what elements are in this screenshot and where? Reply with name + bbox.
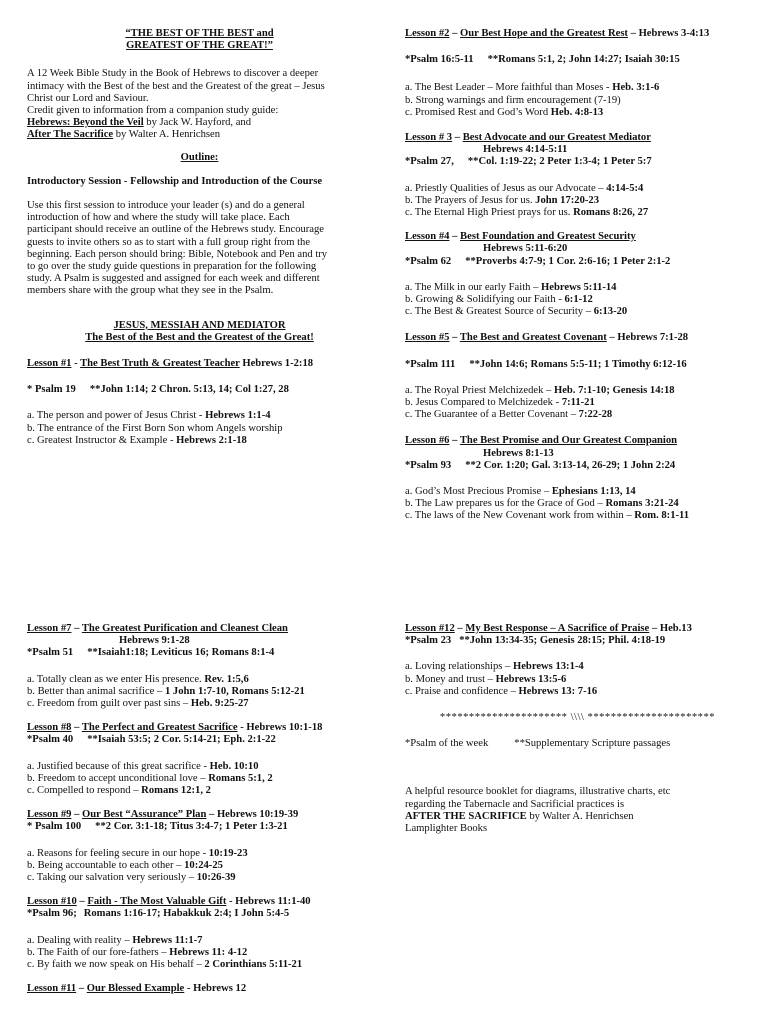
lesson-point (405, 207, 750, 219)
psalm-ref: *Psalm 96; (27, 908, 77, 920)
lesson-3 (405, 132, 750, 219)
lesson-point (405, 107, 750, 119)
point-ref: 2 Corinthians 5:11-21 (204, 959, 303, 971)
point-ref: Hebrews 2:1-18 (176, 434, 247, 446)
psalm-ref: *Psalm 62 (405, 255, 452, 267)
point-ref: 10:24-25 (184, 859, 223, 871)
lesson-title: My Best Response – A Sacrifice of Praise (465, 623, 650, 634)
lesson-label: Lesson #4 (405, 231, 450, 243)
point-ref: Romans 3:21-24 (605, 498, 679, 510)
point-ref: Romans 8:26, 27 (573, 207, 649, 219)
point-text: b. Freedom to accept unconditional love – (27, 772, 209, 784)
lesson-point (405, 385, 750, 397)
supplementary-ref: Romans 1:16-17; Habakkuk 2:4; I John 5:4-5 (83, 908, 290, 920)
lesson-12 (405, 623, 750, 698)
outline-heading: Outline: (180, 151, 219, 163)
lesson-point (405, 183, 750, 195)
lesson-ref: - Hebrews 11:1-40 (226, 896, 311, 908)
outline-line: beginning. Each person should bring: Bible, Notebook and Pen and try (27, 248, 328, 260)
point-text: a. Totally clean as we enter His presence. (27, 673, 205, 685)
lesson-point (27, 423, 372, 435)
lesson-point (27, 872, 372, 884)
lesson-dash: – (449, 28, 461, 39)
point-text: a. The Royal Priest Melchizedek – (405, 384, 554, 396)
outline-line: participant should receive an outline of the Hebrews study. Encourage (27, 224, 325, 236)
point-text: b. The Law prepares us for the Grace of God – (405, 498, 606, 510)
lesson-title: The Best Promise and Our Greatest Companion (459, 435, 678, 447)
lesson-point (27, 435, 372, 447)
lesson-point (405, 486, 750, 498)
supplementary-ref: **Isaiah1:18; Leviticus 16; Romans 8:1-4 (87, 647, 275, 659)
lesson-label: Lesson #11 (27, 983, 77, 995)
psalm-ref: *Psalm 111 (405, 358, 456, 370)
book-title-1: Hebrews: Beyond the Veil (27, 117, 144, 129)
lesson-label: Lesson #7 (27, 623, 72, 634)
lesson-heading (405, 28, 750, 40)
point-text: c. Compelled to respond – (27, 785, 142, 797)
title-line-2: GREATEST OF THE GREAT!” (126, 40, 273, 52)
divider-stars: ********************** \\\\ ********************** (439, 712, 716, 724)
psalm-ref: *Psalm 40 (27, 734, 74, 746)
lesson-point (405, 409, 750, 421)
lesson-point (27, 860, 372, 872)
supplementary-ref: **2 Cor. 1:20; Gal. 3:13-14, 26-29; 1 John 2:24 (465, 459, 676, 471)
lesson-title: Faith - The Most Valuable Gift (87, 896, 227, 908)
supplementary-ref: **John 14:6; Romans 5:5-11; 1 Timothy 6:12-16 (469, 358, 687, 370)
lesson-title: The Best and Greatest Covenant (459, 332, 607, 344)
point-ref: Hebrews 13: 7-16 (518, 685, 598, 697)
lesson-label: Lesson #8 (27, 722, 72, 734)
point-ref: Heb. 7:1-10; Genesis 14:18 (553, 384, 675, 396)
point-text: c. By faith we now speak on His behalf – (27, 959, 205, 971)
lesson-point (27, 410, 372, 422)
lesson-ref: – Heb.13 (649, 623, 692, 634)
section-heading: JESUS, MESSIAH AND MEDIATOR (113, 319, 286, 331)
scripture-line (405, 359, 750, 371)
point-ref: Hebrews 13:5-6 (495, 673, 567, 685)
psalm-ref: * Psalm 100 (27, 821, 82, 833)
lesson-dash: – (71, 722, 82, 734)
title-line-1: “THE BEST OF THE BEST and (125, 28, 274, 39)
lessons-7-11-column (27, 623, 372, 995)
lesson-label: Lesson #2 (405, 28, 450, 39)
point-text: c. Praise and confidence – (405, 685, 519, 697)
lesson-point (27, 785, 372, 797)
lesson-point (27, 848, 372, 860)
lesson-title: The Perfect and Greatest Sacrifice (81, 722, 238, 734)
psalm-ref: *Psalm 16:5-11 (405, 54, 474, 66)
point-text: a. The Best Leader – More faithful than Moses - (405, 82, 613, 94)
point-ref: Hebrews 1:1-4 (205, 410, 271, 422)
intro-desc-3: Christ our Lord and Saviour. (27, 92, 149, 104)
point-ref: Rev. 1:5,6 (204, 673, 249, 685)
resource-author: by Walter A. Henrichsen (526, 810, 634, 822)
point-text: a. Justified because of this great sacrifice - (27, 760, 210, 772)
scripture-line (27, 384, 372, 396)
point-ref: 7:11-21 (561, 397, 595, 409)
section-subheading: The Best of the Best and the Greatest of the Great! (85, 331, 314, 343)
scripture-line (27, 821, 372, 833)
point-ref: John 17:20-23 (535, 194, 600, 206)
psalm-ref: * Psalm 19 (27, 384, 76, 396)
point-text: b. Strong warnings and firm encouragement (7-19) (405, 94, 621, 106)
lesson-ref: – Hebrews 7:1-28 (606, 332, 689, 344)
lesson-10 (27, 896, 372, 971)
scripture-line (27, 908, 372, 920)
supplementary-ref: **2 Cor. 3:1-18; Titus 3:4-7; 1 Peter 1:3-21 (95, 821, 288, 833)
point-text: c. The laws of the New Covenant work from within – (405, 510, 635, 522)
lesson-point (405, 282, 750, 294)
lesson-ref: – Hebrews 10:19-39 (206, 809, 299, 821)
lesson-point (405, 661, 750, 673)
point-ref: Rom. 8:1-11 (634, 510, 690, 522)
intro-desc-2: intimacy with the Best of the best and the Greatest of the great – Jesus (27, 80, 325, 92)
lesson-subref: Hebrews 5:11-6:20 (483, 243, 568, 255)
lesson-heading (405, 623, 750, 635)
lesson-12-column (405, 623, 750, 835)
lessons-2-6-column (405, 28, 750, 523)
psalm-ref: *Psalm 51 (27, 647, 74, 659)
resource-title: AFTER THE SACRIFICE (405, 810, 527, 822)
lesson-dash: - (71, 358, 81, 370)
point-ref: 7:22-28 (578, 409, 613, 421)
lesson-point (27, 947, 372, 959)
lesson-title: Best Foundation and Greatest Security (460, 231, 636, 243)
lesson-4 (405, 231, 750, 318)
lesson-2 (405, 28, 750, 119)
point-text: b. Being accountable to each other – (27, 859, 185, 871)
lesson-point (405, 294, 750, 306)
lesson-title: Our Blessed Example (86, 983, 185, 995)
lesson-dash: – (449, 332, 460, 344)
point-text: a. God’s Most Precious Promise – (405, 486, 552, 498)
point-text: c. The Guarantee of a Better Covenant – (405, 409, 579, 421)
point-ref: Hebrews 13:1-4 (512, 661, 584, 673)
lesson-6 (405, 435, 750, 522)
point-ref: Hebrews 11:1-7 (132, 934, 203, 946)
scripture-line (405, 156, 750, 168)
outline-line: to go over the study guide questions in preparation for the following (27, 261, 317, 273)
supplementary-ref: **John 13:34-35; Genesis 28:15; Phil. 4:18-19 (459, 635, 666, 647)
point-text: a. Loving relationships – (405, 661, 513, 673)
lesson-title: Best Advocate and our Greatest Mediator (462, 132, 651, 144)
point-ref: Heb. 10:10 (209, 760, 259, 772)
lesson-dash: – (76, 896, 88, 908)
lesson-point (405, 674, 750, 686)
lesson-point (405, 95, 750, 107)
lesson-dash: – (452, 132, 463, 144)
legend-supplementary: **Supplementary Scripture passages (514, 738, 671, 750)
book-title-2: After The Sacrifice (27, 129, 114, 141)
supplementary-ref: **Isaiah 53:5; 2 Cor. 5:14-21; Eph. 2:1-22 (87, 734, 276, 746)
scripture-line (405, 460, 750, 472)
lesson-7 (27, 623, 372, 710)
point-ref: 4:14-5:4 (606, 182, 644, 194)
lesson-subref: Hebrews 8:1-13 (483, 447, 554, 459)
scripture-line (27, 647, 372, 659)
point-text: a. Dealing with reality – (27, 934, 133, 946)
lesson-label: Lesson # 3 (405, 132, 453, 144)
intro-column (27, 28, 372, 447)
point-text: b. Jesus Compared to Melchizedek - (405, 397, 562, 409)
psalm-ref: *Psalm 27, (405, 156, 454, 168)
lesson-11 (27, 983, 372, 995)
lesson-1 (27, 358, 372, 447)
lesson-label: Lesson #5 (405, 332, 450, 344)
lesson-title: Our Best Hope and the Greatest Rest (460, 28, 628, 39)
lesson-dash: – (71, 809, 83, 821)
lesson-label: Lesson #12 (405, 623, 455, 634)
lesson-point (27, 698, 372, 710)
lesson-heading (27, 358, 372, 370)
lesson-ref: – Hebrews 3-4:13 (627, 28, 710, 39)
point-text: c. The Best & Greatest Source of Security – (405, 306, 594, 318)
outline-line: guests to invite others so as to start with a full group right from the (27, 236, 311, 248)
outline-line: members share with the group what they see in the Psalm. (27, 285, 274, 297)
lesson-heading (27, 809, 372, 821)
scripture-line (405, 54, 750, 66)
lesson-ref: Hebrews 1-2:18 (239, 358, 314, 370)
lesson-point (405, 82, 750, 94)
point-text: c. The Eternal High Priest prays for us. (405, 207, 574, 219)
resource-note (405, 786, 750, 835)
lesson-8 (27, 722, 372, 797)
lesson-point (27, 959, 372, 971)
supplementary-ref: **Col. 1:19-22; 2 Peter 1:3-4; 1 Peter 5:7 (467, 156, 652, 168)
scripture-line (405, 635, 750, 647)
lesson-point (405, 498, 750, 510)
point-text: b. Growing & Solidifying our Faith - (405, 294, 565, 306)
point-ref: 6:13-20 (593, 306, 628, 318)
lesson-title: The Greatest Purification and Cleanest Clean (81, 623, 288, 634)
point-text: a. The person and power of Jesus Christ - (27, 410, 206, 422)
lesson-dash: – (76, 983, 87, 995)
point-ref: 10:19-23 (208, 847, 248, 859)
resource-line-1: A helpful resource booklet for diagrams, illustrative charts, etc (405, 786, 671, 798)
scripture-line (27, 734, 372, 746)
lesson-title: The Best Truth & Greatest Teacher (80, 358, 240, 370)
point-text: b. The Prayers of Jesus for us. (405, 194, 536, 206)
lesson-5 (405, 332, 750, 421)
lesson-heading (27, 896, 372, 908)
lesson-point (27, 935, 372, 947)
intro-credit: Credit given to information from a companion study guide: (27, 105, 279, 117)
lesson-9 (27, 809, 372, 884)
point-ref: 10:26-39 (196, 872, 236, 884)
point-ref: Hebrews 5:11-14 (541, 281, 617, 293)
lesson-heading (27, 722, 372, 734)
lesson-point (27, 674, 372, 686)
supplementary-ref: **Romans 5:1, 2; John 14:27; Isaiah 30:15 (487, 54, 680, 66)
book-credit-1 (27, 117, 372, 129)
lesson-subref: Hebrews 4:14-5:11 (483, 144, 568, 156)
lesson-point (405, 306, 750, 318)
point-text: b. The Faith of our fore-fathers – (27, 946, 170, 958)
lesson-point (27, 761, 372, 773)
point-text: b. Money and trust – (405, 673, 496, 685)
point-text: c. Greatest Instructor & Example - (27, 434, 177, 446)
lesson-ref: - Hebrews 10:1-18 (237, 722, 323, 734)
book-credit-2 (27, 129, 372, 141)
lesson-point (405, 195, 750, 207)
lesson-ref: - Hebrews 12 (184, 983, 247, 995)
point-ref: Heb. 3:1-6 (612, 82, 660, 94)
lesson-point (405, 510, 750, 522)
point-ref: Ephesians 1:13, 14 (551, 486, 636, 498)
point-ref: Heb. 9:25-27 (190, 698, 249, 710)
point-text: a. The Milk in our early Faith – (405, 281, 542, 293)
point-text: c. Freedom from guilt over past sins – (27, 698, 191, 710)
point-text: a. Reasons for feeling secure in our hope - (27, 847, 209, 859)
point-ref: Romans 5:1, 2 (208, 772, 273, 784)
lesson-heading (405, 231, 750, 243)
outline-line: study. A Psalm is suggested and assigned for each week and different (27, 273, 320, 285)
point-ref: Romans 12:1, 2 (141, 785, 211, 797)
lesson-dash: – (449, 435, 460, 447)
lesson-point (405, 686, 750, 698)
point-ref: 1 John 1:7-10, Romans 5:12-21 (164, 685, 305, 697)
lesson-dash: – (449, 231, 461, 243)
point-ref: Hebrews 11: 4-12 (169, 946, 248, 958)
psalm-ref: *Psalm 93 (405, 459, 452, 471)
lesson-dash: – (71, 623, 82, 634)
legend (405, 738, 750, 750)
lesson-heading (405, 435, 750, 447)
resource-publisher: Lamplighter Books (405, 823, 488, 835)
lesson-point (27, 773, 372, 785)
outline-line: introduction of how and where the study will take place. Each (27, 212, 290, 224)
lesson-heading (405, 332, 750, 344)
lesson-point (405, 397, 750, 409)
point-ref: 6:1-12 (564, 294, 593, 306)
lesson-heading (27, 983, 372, 995)
lesson-title: Our Best “Assurance” Plan (82, 809, 207, 821)
lesson-dash: – (454, 623, 466, 634)
outline-line: Use this first session to introduce your leader (s) and do a general (27, 200, 305, 212)
point-text: a. Priestly Qualities of Jesus as our Advocate – (405, 182, 607, 194)
legend-psalm: *Psalm of the week (405, 738, 489, 750)
point-text: b. The entrance of the First Born Son whom Angels worship (27, 422, 283, 434)
point-text: b. Better than animal sacrifice – (27, 685, 165, 697)
lesson-point (27, 686, 372, 698)
point-ref: Heb. 4:8-13 (550, 106, 604, 118)
point-text: c. Promised Rest and God’s Word (405, 106, 551, 118)
psalm-ref: *Psalm 23 (405, 635, 452, 647)
supplementary-ref: **John 1:14; 2 Chron. 5:13, 14; Col 1:27, 28 (89, 384, 289, 396)
supplementary-ref: **Proverbs 4:7-9; 1 Cor. 2:6-16; 1 Peter 2:1-2 (465, 255, 671, 267)
resource-book (405, 811, 750, 823)
lesson-label: Lesson #6 (405, 435, 450, 447)
point-text: c. Taking our salvation very seriously – (27, 872, 197, 884)
lesson-heading (405, 132, 750, 144)
book-author-2: by Walter A. Henrichsen (113, 129, 221, 141)
resource-line-2: regarding the Tabernacle and Sacrificial practices is (405, 798, 625, 810)
lesson-subref: Hebrews 9:1-28 (119, 635, 190, 647)
book-author-1: by Jack W. Hayford, and (143, 117, 252, 129)
scripture-line (405, 256, 750, 268)
lesson-heading (27, 623, 372, 635)
lesson-label: Lesson #10 (27, 896, 77, 908)
intro-session-title: Introductory Session - Fellowship and Introduction of the Course (27, 175, 323, 187)
lesson-label: Lesson #1 (27, 358, 72, 370)
intro-desc-1: A 12 Week Bible Study in the Book of Hebrews to discover a deeper (27, 68, 319, 80)
lesson-label: Lesson #9 (27, 809, 72, 821)
